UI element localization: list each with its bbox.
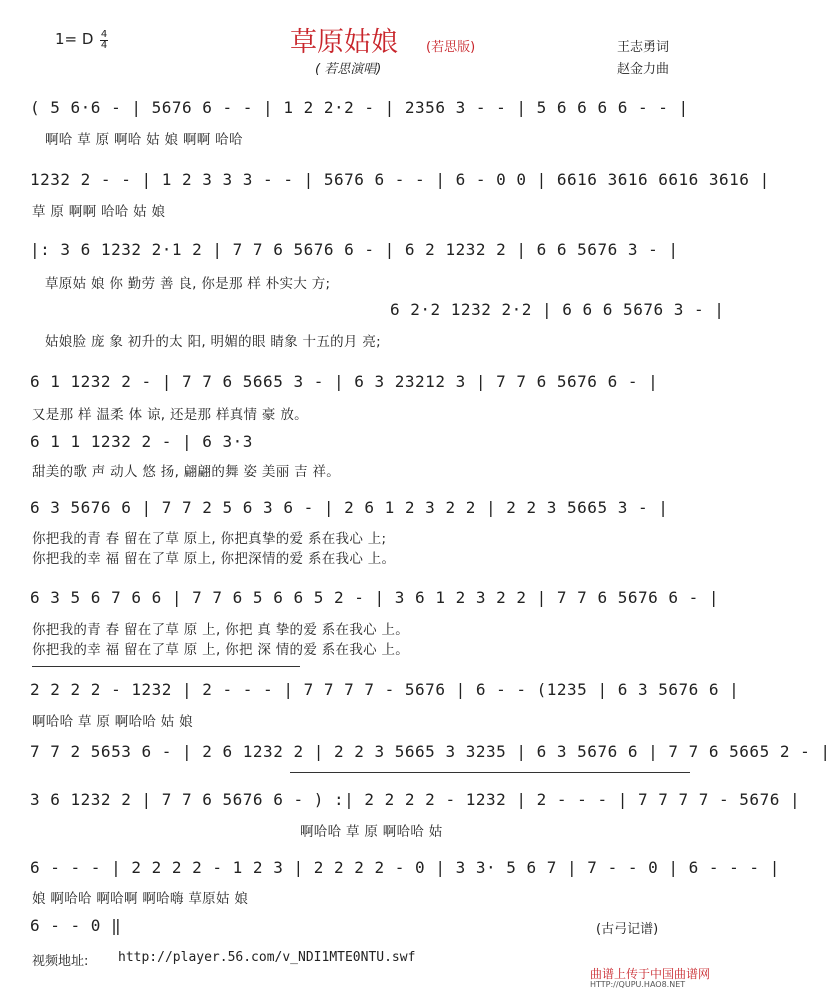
notation-row: 7 7 2 5653 6 - | 2 6 1232 2 | 2 2 3 5665 3 3235 | 6 3 5676 6 | 7 7 6 5665 2 - | [30,742,831,761]
lyric-row: 草 原 啊啊 哈哈 姑 娘 [32,204,166,220]
time-signature: 4 4 [100,29,108,51]
lyric-row: 你把我的青 春 留在了草 原 上, 你把 真 挚的爱 系在我心 上。 [32,622,410,638]
lyric-row: 啊哈 草 原 啊哈 姑 娘 啊啊 哈哈 [45,132,243,148]
notation-row: 6 3 5 6 7 6 6 | 7 7 6 5 6 6 5 2 - | 3 6 1 2 3 2 2 | 7 7 6 5676 6 - | [30,588,720,607]
lyric-row: 草原姑 娘 你 勤劳 善 良, 你是那 样 朴实大 方; [45,276,331,292]
notation-row: 6 - - 0 ‖ [30,916,122,935]
lyricist: 王志勇词 [617,40,670,55]
lyric-row: 又是那 样 温柔 体 谅, 还是那 样真情 豪 放。 [32,407,308,423]
song-version: (若思版) [426,40,476,55]
song-title: 草原姑娘 [290,27,398,58]
volta-bracket [32,666,300,667]
notation-row: 2 2 2 2 - 1232 | 2 - - - | 7 7 7 7 - 5676 | 6 - - (1235 | 6 3 5676 6 | [30,680,740,699]
notation-row: 6 1 1232 2 - | 7 7 6 5665 3 - | 6 3 23212 3 | 7 7 6 5676 6 - | [30,372,659,391]
lyric-row: 甜美的歌 声 动人 悠 扬, 翩翩的舞 姿 美丽 吉 祥。 [32,464,341,480]
notation-row: 6 - - - | 2 2 2 2 - 1 2 3 | 2 2 2 2 - 0 | 3 3· 5 6 7 | 7 - - 0 | 6 - - - | [30,858,780,877]
notation-row: |: 3 6 1232 2·1 2 | 7 7 6 5676 6 - | 6 2 1232 2 | 6 6 5676 3 - | [30,240,679,259]
notation-row: 1232 2 - - | 1 2 3 3 3 - - | 5676 6 - - | 6 - 0 0 | 6616 3616 6616 3616 | [30,170,770,189]
composer: 赵金力曲 [617,62,670,77]
notation-row: 3 6 1232 2 | 7 7 6 5676 6 - ) :| 2 2 2 2 - 1232 | 2 - - - | 7 7 7 7 - 5676 | [30,790,801,809]
lyric-row: 姑娘脸 庞 象 初升的太 阳, 明媚的眼 睛象 十五的月 亮; [45,334,381,350]
volta-bracket [290,772,690,773]
key-signature: 1= D [55,30,94,48]
video-url-link[interactable]: http://player.56.com/v_NDI1MTE0NTU.swf [118,950,416,965]
watermark: 曲谱上传于中国曲谱网 [590,967,711,981]
notation-row: ( 5 6·6 - | 5676 6 - - | 1 2 2·2 - | 2356 3 - - | 5 6 6 6 6 - - | [30,98,689,117]
lyric-row: 啊哈哈 草 原 啊哈哈 姑 娘 [32,714,193,730]
watermark-url: HTTP://QUPU.HAO8.NET [590,980,686,989]
notation-row: 6 3 5676 6 | 7 7 2 5 6 3 6 - | 2 6 1 2 3 2 2 | 2 2 3 5665 3 - | [30,498,669,517]
lyric-row: 你把我的青 春 留在了草 原上, 你把真挚的爱 系在我心 上; [32,531,387,547]
lyric-row: 你把我的幸 福 留在了草 原上, 你把深情的爱 系在我心 上。 [32,551,396,567]
transcriber-credit: (古弓记谱) [596,922,659,937]
notation-row: 6 2·2 1232 2·2 | 6 6 6 5676 3 - | [390,300,725,319]
notation-row: 6 1 1 1232 2 - | 6 3·3 [30,432,253,451]
singer: ( 若思演唱) [315,62,382,77]
video-label: 视频地址: [32,954,89,969]
lyric-row: 啊哈哈 草 原 啊哈哈 姑 [300,824,443,840]
lyric-row: 你把我的幸 福 留在了草 原 上, 你把 深 情的爱 系在我心 上。 [32,642,410,658]
lyric-row: 娘 啊哈哈 啊哈啊 啊哈嗨 草原姑 娘 [32,891,249,907]
